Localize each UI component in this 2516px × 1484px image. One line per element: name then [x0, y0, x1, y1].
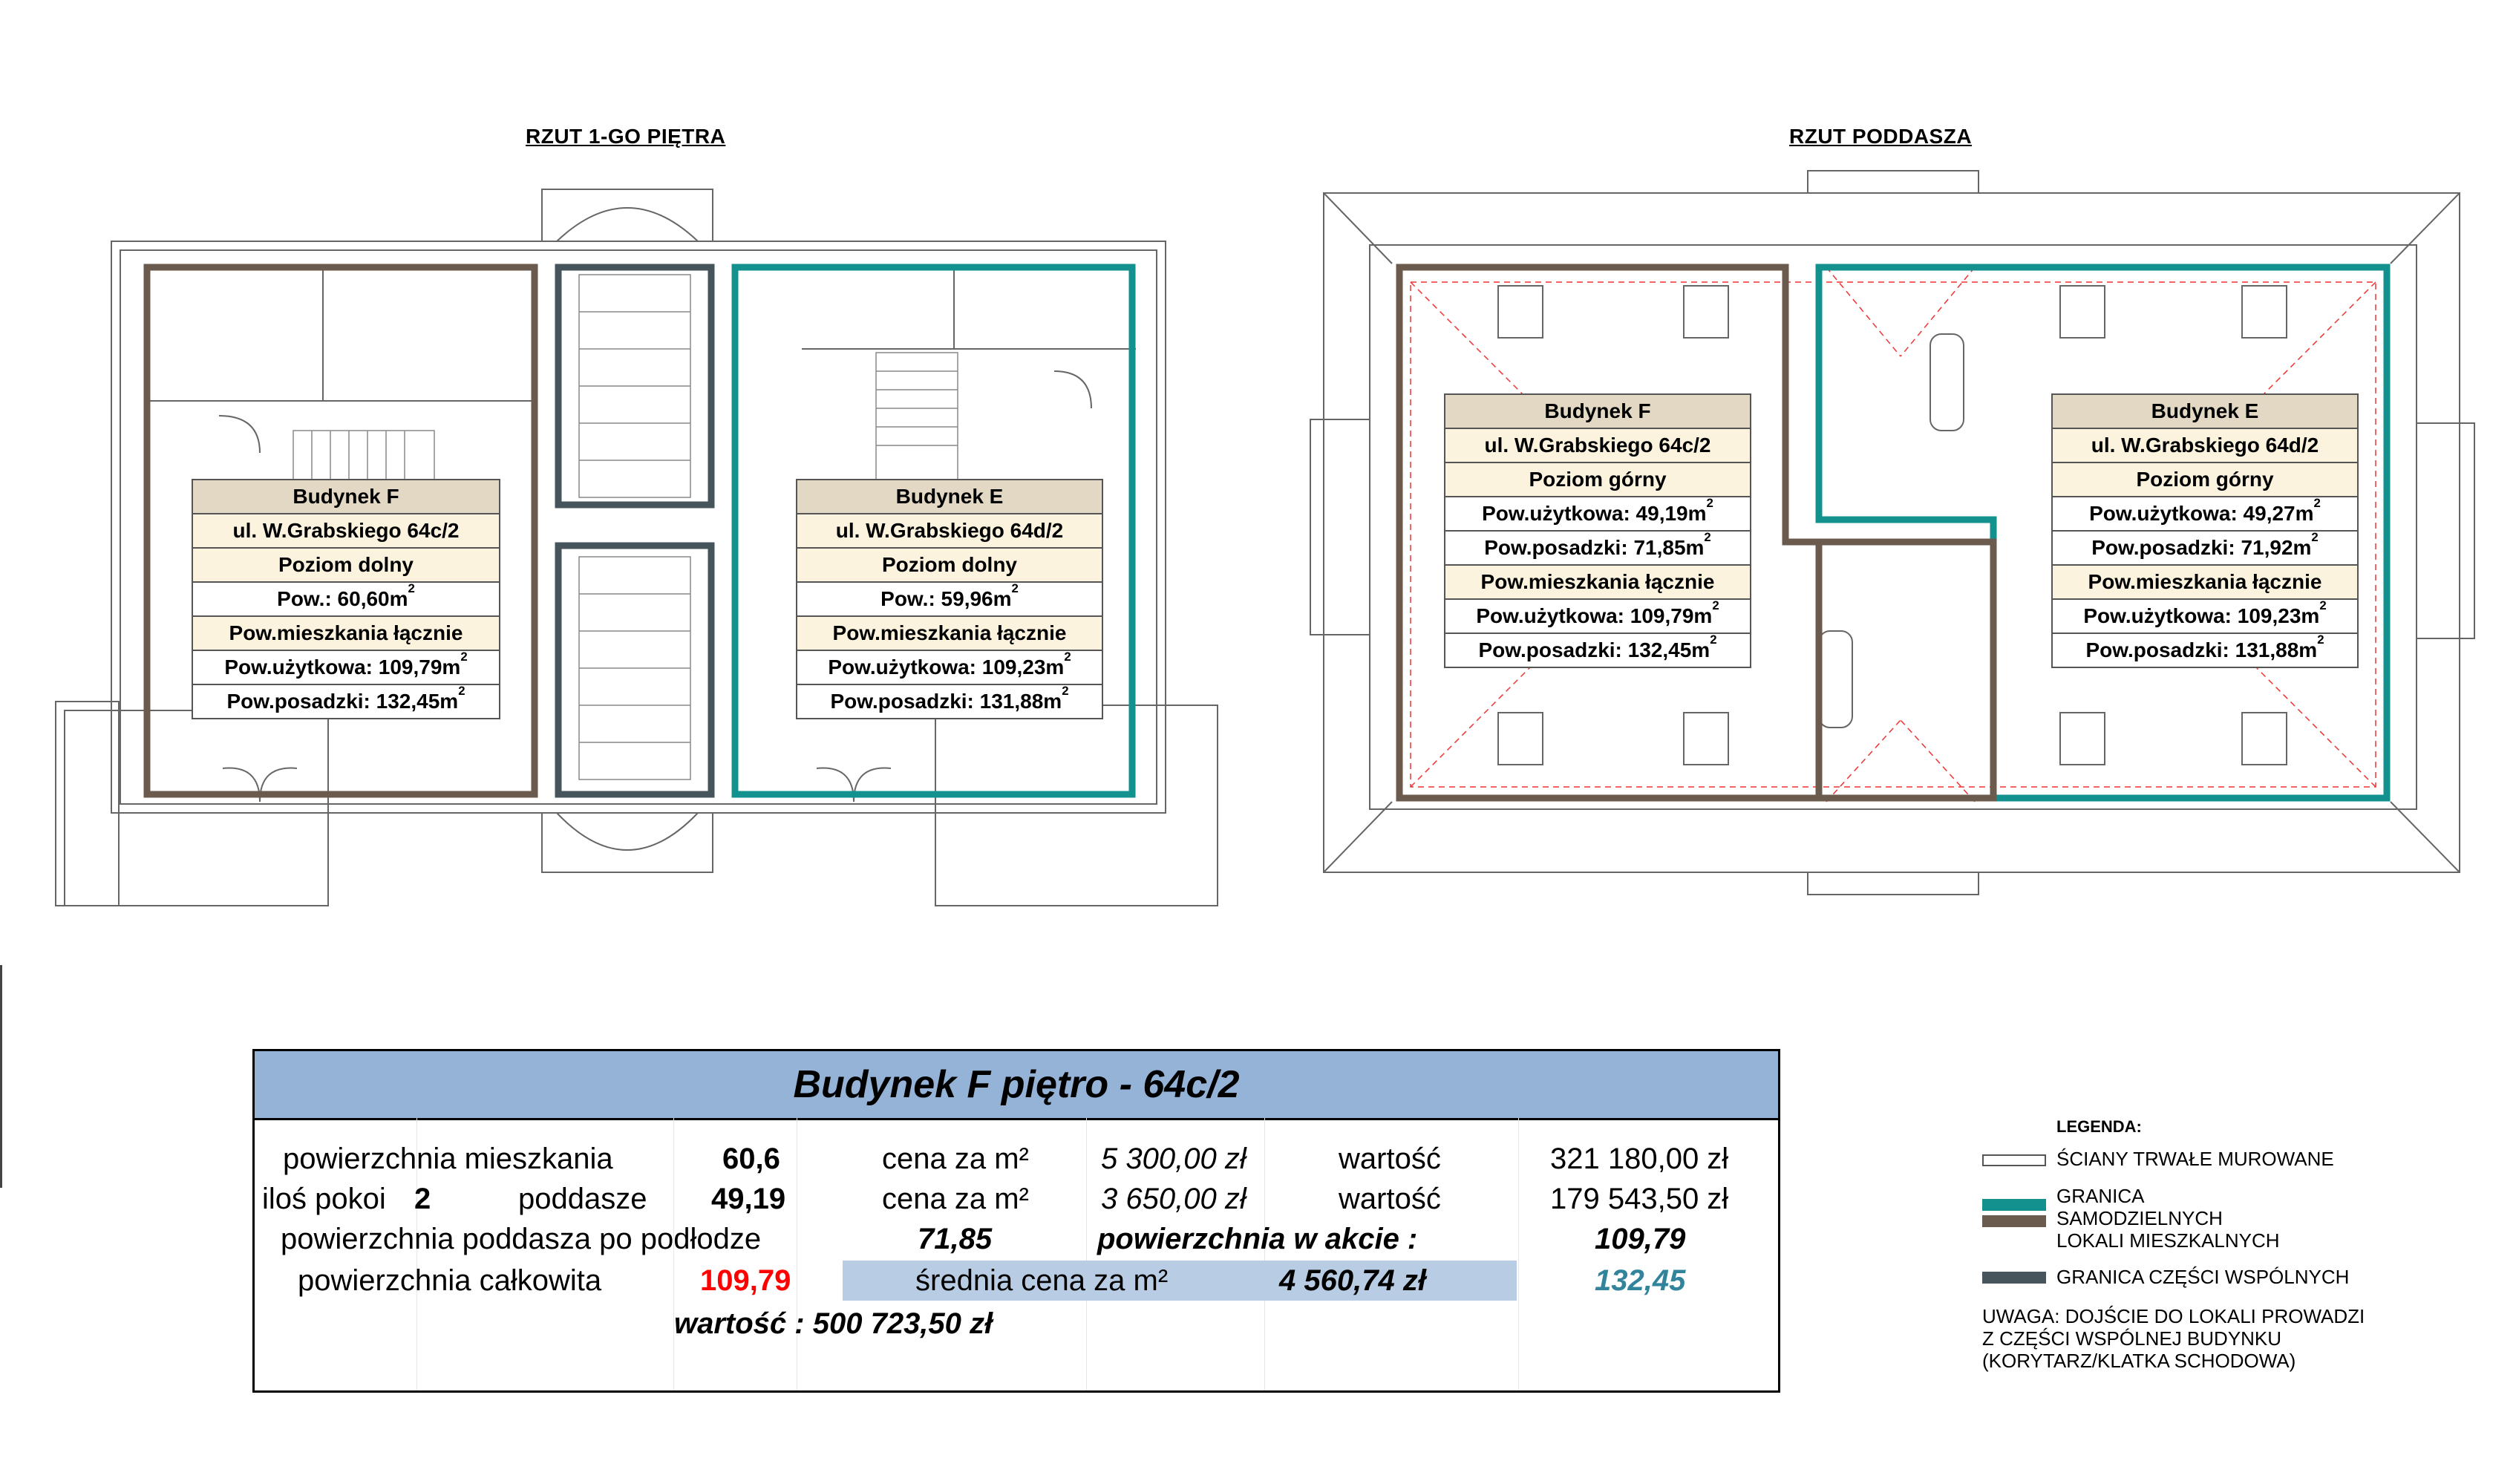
rooms-label: iloś pokoi	[262, 1183, 386, 1215]
legend-border-line2: SAMODZIELNYCH	[2056, 1207, 2223, 1229]
legend-note-line1: UWAGA: DOJŚCIE DO LOKALI PROWADZI	[1982, 1305, 2365, 1327]
card-total-floor-value: Pow.posadzki: 132,45m	[1478, 638, 1710, 661]
card-total-floor	[797, 685, 1102, 718]
skylight-icon	[2242, 286, 2287, 338]
worth-value: 321 180,00 zł	[1550, 1143, 1729, 1175]
living-area-value: 60,6	[722, 1143, 780, 1175]
legend-teal-swatch	[1982, 1199, 2046, 1211]
total-area-label: powierzchnia całkowita	[298, 1264, 602, 1297]
card-level: Poziom górny	[2053, 463, 2357, 497]
card-floor	[2053, 532, 2357, 566]
card-total-usable	[1445, 600, 1750, 634]
skylight-icon	[1498, 286, 1543, 338]
legend-walls-swatch	[1982, 1154, 2046, 1166]
edge-marker	[0, 965, 2, 1188]
card-address: ul. W.Grabskiego 64c/2	[1445, 429, 1750, 463]
card-usable	[2053, 497, 2357, 532]
card-floor-value: Pow.posadzki: 71,92m	[2091, 536, 2312, 559]
door-swing	[1054, 371, 1091, 408]
deed-area-label: powierzchnia w akcie :	[1097, 1223, 1418, 1255]
legend-title: LEGENDA:	[2056, 1117, 2142, 1136]
card-total-floor	[193, 685, 499, 718]
card-usable	[1445, 497, 1750, 532]
legend-border-line3: LOKALI MIESZKALNYCH	[2056, 1229, 2280, 1252]
card-total-label: Pow.mieszkania łącznie	[193, 617, 499, 651]
bathtub-icon	[1930, 334, 1964, 431]
card-building-f-lower	[192, 479, 500, 719]
common-stairs	[579, 275, 690, 779]
superscript-2: 2	[1710, 633, 1717, 647]
attic-value: 49,19	[711, 1183, 786, 1215]
card-floor-value: Pow.posadzki: 71,85m	[1484, 536, 1705, 559]
average-price-value: 4 560,74 zł	[1279, 1264, 1426, 1297]
card-total-usable	[2053, 600, 2357, 634]
card-building-f-upper	[1444, 393, 1751, 668]
superscript-2: 2	[1011, 581, 1019, 595]
card-building-e-upper	[2051, 393, 2359, 668]
floor-area-total-value: 132,45	[1595, 1264, 1686, 1297]
superscript-2: 2	[1062, 684, 1069, 698]
living-area-label: powierzchnia mieszkania	[283, 1143, 613, 1175]
card-total-usable	[797, 651, 1102, 685]
skylight-icon	[2242, 713, 2287, 765]
attic-floor-area-value: 71,85	[918, 1223, 993, 1255]
skylight-icon	[2060, 286, 2105, 338]
superscript-2: 2	[1704, 530, 1711, 544]
card-building-e-lower	[796, 479, 1103, 719]
superscript-2: 2	[1712, 598, 1719, 612]
superscript-2: 2	[458, 684, 465, 698]
common-area-boundary-lower	[558, 546, 711, 794]
card-level: Poziom dolny	[797, 549, 1102, 583]
card-building-name: Budynek E	[2053, 395, 2357, 429]
total-worth: wartość : 500 723,50 zł	[674, 1307, 993, 1340]
card-total-label: Pow.mieszkania łącznie	[1445, 566, 1750, 600]
attic-price-label: cena za m²	[882, 1183, 1029, 1215]
rooms-value: 2	[414, 1183, 431, 1215]
superscript-2: 2	[2311, 530, 2319, 544]
roof-hip-line	[2391, 802, 2460, 872]
attic-worth-value: 179 543,50 zł	[1550, 1183, 1729, 1215]
average-price-label: średnia cena za m²	[915, 1264, 1169, 1297]
card-total-floor-value: Pow.posadzki: 132,45m	[226, 690, 459, 713]
legend-common-label: GRANICA CZĘŚCI WSPÓLNYCH	[2056, 1266, 2350, 1288]
legend-note-line3: (KORYTARZ/KLATKA SCHODOWA)	[1982, 1350, 2296, 1372]
first-floor-plan-title: RZUT 1-GO PIĘTRA	[526, 125, 726, 148]
price-per-m2-value: 5 300,00 zł	[1101, 1143, 1246, 1175]
skylight-icon	[1498, 713, 1543, 765]
legend-note-line2: Z CZĘŚCI WSPÓLNEJ BUDYNKU	[1982, 1327, 2282, 1350]
card-area	[797, 583, 1102, 617]
card-area-value: Pow.: 60,60m	[277, 587, 408, 610]
legend-border-line1: GRANICA	[2056, 1185, 2145, 1207]
superscript-2: 2	[2317, 633, 2324, 647]
card-floor	[1445, 532, 1750, 566]
card-area	[193, 583, 499, 617]
roof-hip-line	[1324, 802, 1392, 872]
grid-line	[1086, 1118, 1087, 1390]
card-area-value: Pow.: 59,96m	[880, 587, 1012, 610]
top-bay-arc	[557, 208, 698, 241]
card-total-label: Pow.mieszkania łącznie	[2053, 566, 2357, 600]
bathtub-icon	[1819, 631, 1852, 728]
legend-walls-label: ŚCIANY TRWAŁE MUROWANE	[2056, 1148, 2334, 1170]
left-balcony-slab	[65, 710, 328, 906]
price-table	[252, 1049, 1780, 1393]
lower-right-stairs	[876, 353, 958, 494]
card-total-usable-value: Pow.użytkowa: 109,79m	[224, 656, 461, 679]
card-total-floor-value: Pow.posadzki: 131,88m	[2085, 638, 2318, 661]
card-building-name: Budynek E	[797, 480, 1102, 514]
legend-brown-swatch	[1982, 1215, 2046, 1227]
superscript-2: 2	[408, 581, 415, 595]
card-level: Poziom dolny	[193, 549, 499, 583]
attic-floor-area-label: powierzchnia poddasza po podłodze	[281, 1223, 762, 1255]
card-total-usable-value: Pow.użytkowa: 109,23m	[2083, 604, 2320, 627]
card-building-name: Budynek F	[193, 480, 499, 514]
superscript-2: 2	[1706, 496, 1713, 510]
attic-plan-title: RZUT PODDASZA	[1789, 125, 1973, 148]
door-swing	[219, 416, 260, 453]
card-usable-value: Pow.użytkowa: 49,27m	[2089, 502, 2314, 525]
total-area-value: 109,79	[700, 1264, 791, 1297]
superscript-2: 2	[1064, 650, 1071, 664]
attic-price-value: 3 650,00 zł	[1101, 1183, 1246, 1215]
card-total-floor-value: Pow.posadzki: 131,88m	[830, 690, 1062, 713]
skylight-icon	[2060, 713, 2105, 765]
card-building-name: Budynek F	[1445, 395, 1750, 429]
card-total-label: Pow.mieszkania łącznie	[797, 617, 1102, 651]
attic-label: poddasze	[518, 1183, 647, 1215]
superscript-2: 2	[2319, 598, 2327, 612]
bottom-bay-window	[542, 813, 713, 872]
card-total-floor	[2053, 634, 2357, 667]
card-total-floor	[1445, 634, 1750, 667]
card-level: Poziom górny	[1445, 463, 1750, 497]
top-bay-window	[542, 189, 713, 241]
attic-right-balcony	[2417, 423, 2474, 638]
card-address: ul. W.Grabskiego 64d/2	[797, 514, 1102, 549]
worth-label: wartość	[1339, 1143, 1441, 1175]
roof-hip-line	[1324, 193, 1392, 264]
bottom-bay-arc	[557, 813, 698, 850]
unit-f-bathroom-boundary	[1819, 542, 1993, 798]
right-balcony	[935, 705, 1218, 906]
card-usable-value: Pow.użytkowa: 49,19m	[1482, 502, 1707, 525]
card-address: ul. W.Grabskiego 64c/2	[193, 514, 499, 549]
attic-worth-label: wartość	[1339, 1183, 1441, 1215]
superscript-2: 2	[460, 650, 468, 664]
attic-bottom-bay	[1808, 872, 1979, 895]
card-total-usable-value: Pow.użytkowa: 109,79m	[1476, 604, 1713, 627]
attic-left-balcony	[1310, 419, 1370, 635]
legend-slate-swatch	[1982, 1272, 2046, 1284]
roof-hip-line	[2391, 193, 2460, 264]
card-total-usable	[193, 651, 499, 685]
skylight-icon	[1684, 713, 1728, 765]
deed-area-value: 109,79	[1595, 1223, 1686, 1255]
card-total-usable-value: Pow.użytkowa: 109,23m	[828, 656, 1065, 679]
grid-line	[1518, 1118, 1519, 1390]
price-table-title: Budynek F piętro - 64c/2	[255, 1051, 1778, 1120]
attic-top-bay	[1808, 171, 1979, 193]
price-per-m2-label: cena za m²	[882, 1143, 1029, 1175]
superscript-2: 2	[2313, 496, 2321, 510]
skylight-icon	[1684, 286, 1728, 338]
card-address: ul. W.Grabskiego 64d/2	[2053, 429, 2357, 463]
